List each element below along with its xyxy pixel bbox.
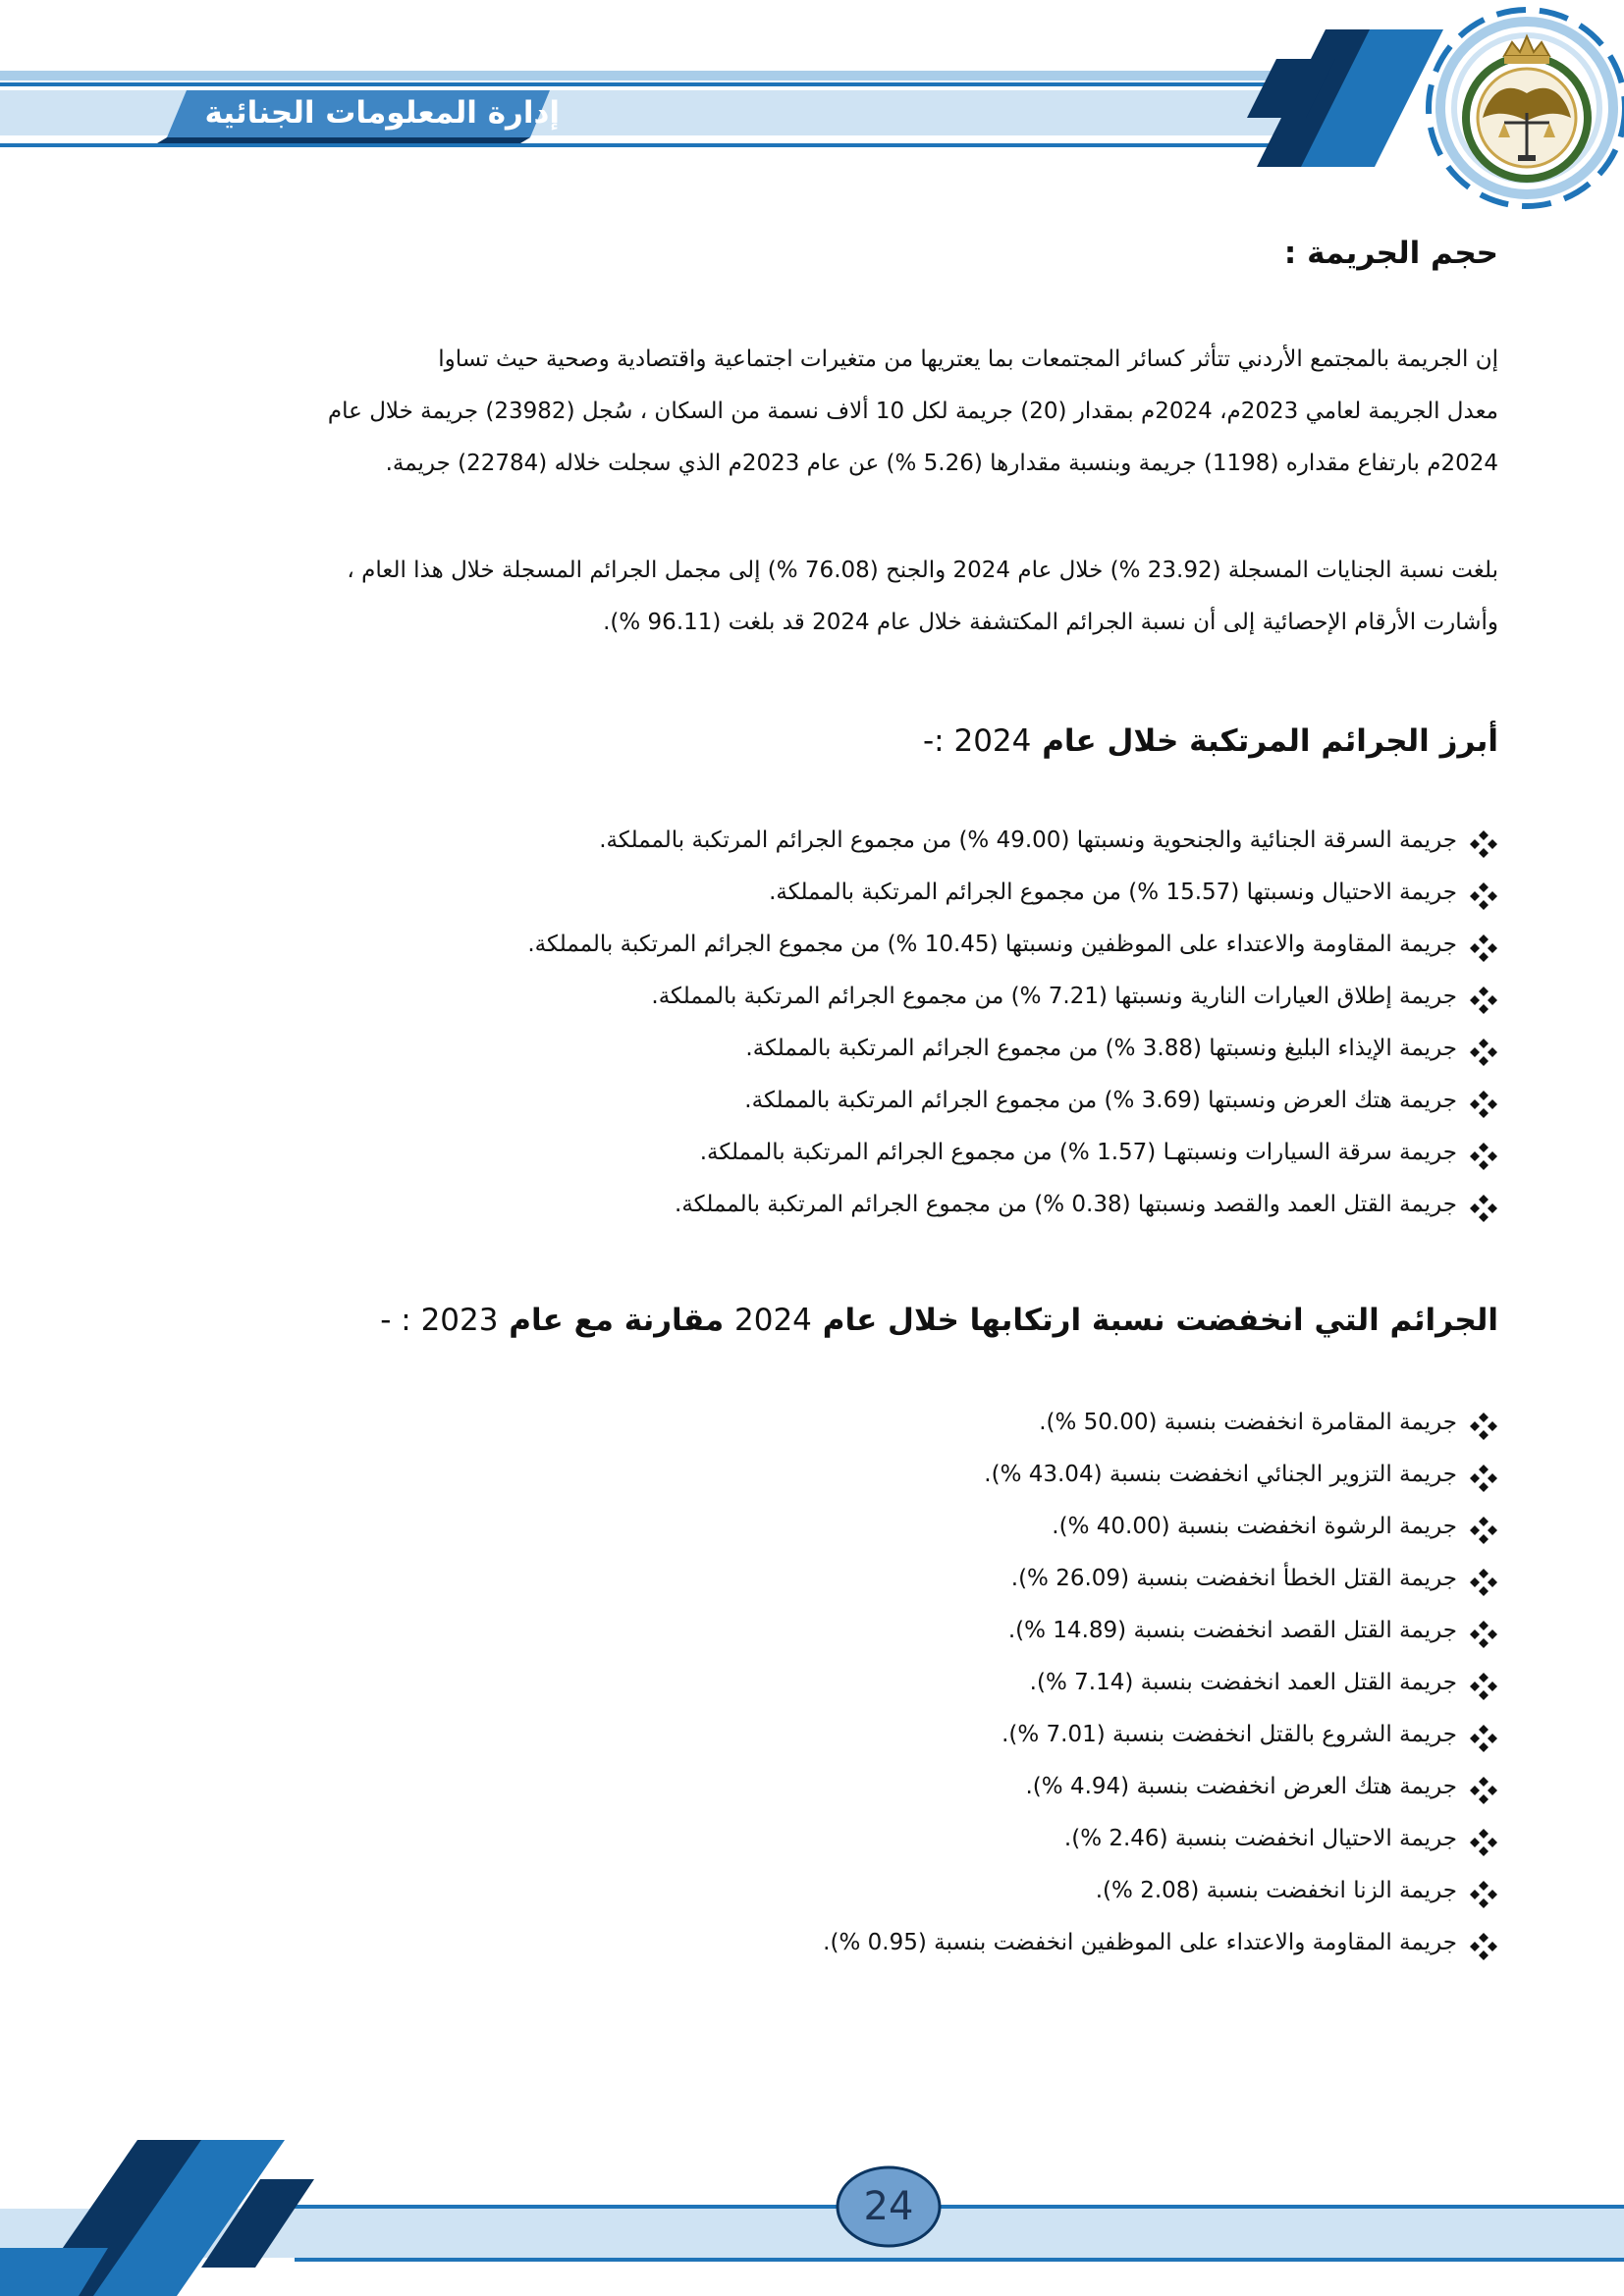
- list-item: [147, 1917, 1498, 1969]
- list-item-text: جريمة الزنا انخفضت بنسبة (2.08 %).: [1095, 1878, 1457, 1903]
- list-item-text: جريمة القتل الخطأ انخفضت بنسبة (26.09 %).: [1010, 1566, 1457, 1591]
- list-item: [147, 1179, 1498, 1231]
- diamond-bullet-icon: [1469, 931, 1498, 960]
- list-item-text: جريمة المقاومة والاعتداء على الموظفين ونسبتها (10.45 %) من مجموع الجرائم المرتكبة بالمملكة.: [527, 932, 1457, 957]
- diamond-bullet-icon: [1469, 1825, 1498, 1854]
- heading-bold-text: الجرائم التي انخفضت نسبة ارتكابها خلال عام: [822, 1303, 1498, 1338]
- list-item-text: جريمة الشروع بالقتل انخفضت بنسبة (7.01 %).: [1001, 1722, 1457, 1747]
- list-item: [147, 1865, 1498, 1917]
- list-item: [147, 1761, 1498, 1813]
- list-item-text: جريمة التزوير الجنائي انخفضت بنسبة (43.04 %).: [984, 1462, 1457, 1487]
- list-item: [147, 1657, 1498, 1709]
- list-item-text: جريمة الاحتيال انخفضت بنسبة (2.46 %).: [1063, 1826, 1457, 1851]
- diamond-bullet-icon: [1469, 1669, 1498, 1698]
- footer-banner: [0, 2101, 1624, 2296]
- paragraph-crime-volume: [147, 334, 1498, 490]
- diamond-bullet-icon: [1469, 1565, 1498, 1594]
- list-item-text: جريمة هتك العرض ونسبتها (3.69 %) من مجموع الجرائم المرتكبة بالمملكة.: [744, 1088, 1457, 1113]
- list-item-text: جريمة الاحتيال ونسبتها (15.57 %) من مجموع الجرائم المرتكبة بالمملكة.: [769, 880, 1457, 905]
- top-crimes-list: [147, 815, 1498, 1231]
- paragraph-felony-ratio: [147, 545, 1498, 649]
- heading-bold-text: أبرز الجرائم المرتكبة خلال عام: [1042, 723, 1498, 759]
- list-item-text: جريمة إطلاق العيارات النارية ونسبتها (7.21 %) من مجموع الجرائم المرتكبة بالمملكة.: [651, 984, 1457, 1009]
- list-item-text: جريمة الإيذاء البليغ ونسبتها (3.88 %) من مجموع الجرائم المرتكبة بالمملكة.: [745, 1036, 1457, 1061]
- diamond-bullet-icon: [1469, 1617, 1498, 1646]
- diamond-bullet-icon: [1469, 1139, 1498, 1168]
- diamond-bullet-icon: [1469, 879, 1498, 908]
- list-item-text: جريمة هتك العرض انخفضت بنسبة (4.94 %).: [1025, 1774, 1457, 1799]
- diamond-bullet-icon: [1469, 1721, 1498, 1750]
- diamond-bullet-icon: [1469, 827, 1498, 856]
- heading-year: 2024: [953, 723, 1032, 759]
- list-item: [147, 815, 1498, 867]
- paragraph-line: إن الجريمة بالمجتمع الأردني تتأثر كسائر المجتمعات بما يعتريها من متغيرات اجتماعية واقتصادية وصحية حيث تساوا: [438, 347, 1498, 372]
- list-item-text: جريمة المقامرة انخفضت بنسبة (50.00 %).: [1039, 1410, 1457, 1435]
- list-item: [147, 1553, 1498, 1605]
- header-title: إدارة المعلومات الجنائية: [204, 95, 560, 131]
- list-item: [147, 1127, 1498, 1179]
- page-number: 24: [863, 2184, 914, 2229]
- heading-suffix: :-: [923, 723, 954, 759]
- list-item-text: جريمة المقاومة والاعتداء على الموظفين انخفضت بنسبة (0.95 %).: [823, 1930, 1457, 1955]
- diamond-bullet-icon: [1469, 1087, 1498, 1116]
- list-item-text: جريمة سرقة السيارات ونسبتهـا (1.57 %) من مجموع الجرائم المرتكبة بالمملكة.: [699, 1140, 1457, 1165]
- paragraph-line: معدل الجريمة لعامي 2023م، 2024م بمقدار (20) جريمة لكل 10 ألاف نسمة من السكان ، سُجل (23982) جريمة خلال عام: [327, 399, 1498, 424]
- list-item: [147, 1075, 1498, 1127]
- paragraph-line: 2024م بارتفاع مقداره (1198) جريمة وبنسبة مقدارها (5.26 %) عن عام 2023م الذي سجلت خلاله (22784) جريمة.: [385, 451, 1498, 476]
- list-item: [147, 1449, 1498, 1501]
- list-item-text: جريمة الرشوة انخفضت بنسبة (40.00 %).: [1052, 1514, 1457, 1539]
- diamond-bullet-icon: [1469, 1929, 1498, 1958]
- list-item: [147, 1397, 1498, 1449]
- jordan-public-security-emblem-icon: [1443, 25, 1610, 196]
- list-item: [147, 1813, 1498, 1865]
- list-item-text: جريمة السرقة الجنائية والجنحوية ونسبتها (49.00 %) من مجموع الجرائم المرتكبة بالمملكة.: [599, 828, 1457, 853]
- heading-suffix: : -: [380, 1303, 421, 1338]
- heading-year: 2024: [734, 1303, 812, 1338]
- diamond-bullet-icon: [1469, 1409, 1498, 1438]
- section-heading-crime-volume: حجم الجريمة :: [1283, 236, 1498, 271]
- paragraph-line: وأشارت الأرقام الإحصائية إلى أن نسبة الجرائم المكتشفة خلال عام 2024 قد بلغت (96.11 %).: [603, 610, 1498, 635]
- diamond-bullet-icon: [1469, 1773, 1498, 1802]
- list-item-text: جريمة القتل العمد والقصد ونسبتها (0.38 %) من مجموع الجرائم المرتكبة بالمملكة.: [675, 1192, 1457, 1217]
- diamond-bullet-icon: [1469, 1513, 1498, 1542]
- decreased-crimes-list: [147, 1397, 1498, 1969]
- list-item: [147, 971, 1498, 1023]
- list-item: [147, 1023, 1498, 1075]
- list-item: [147, 1709, 1498, 1761]
- diamond-bullet-icon: [1469, 1191, 1498, 1220]
- paragraph-line: بلغت نسبة الجنايات المسجلة (23.92 %) خلال عام 2024 والجنح (76.08 %) إلى مجمل الجرائم المسجلة خلال هذا العام ،: [347, 558, 1498, 583]
- section-heading-decreased-crimes: [380, 1301, 1498, 1340]
- list-item-text: جريمة القتل القصد انخفضت بنسبة (14.89 %).: [1007, 1618, 1457, 1643]
- diamond-bullet-icon: [1469, 1461, 1498, 1490]
- diamond-bullet-icon: [1469, 1877, 1498, 1906]
- list-item: [147, 919, 1498, 971]
- list-item: [147, 1501, 1498, 1553]
- section-heading-top-crimes: [923, 721, 1498, 761]
- heading-year: 2023: [420, 1303, 499, 1338]
- list-item: [147, 867, 1498, 919]
- list-item-text: جريمة القتل العمد انخفضت بنسبة (7.14 %).: [1029, 1670, 1457, 1695]
- diamond-bullet-icon: [1469, 1035, 1498, 1064]
- list-item: [147, 1605, 1498, 1657]
- heading-bold-text: مقارنة مع عام: [509, 1303, 725, 1338]
- diamond-bullet-icon: [1469, 983, 1498, 1012]
